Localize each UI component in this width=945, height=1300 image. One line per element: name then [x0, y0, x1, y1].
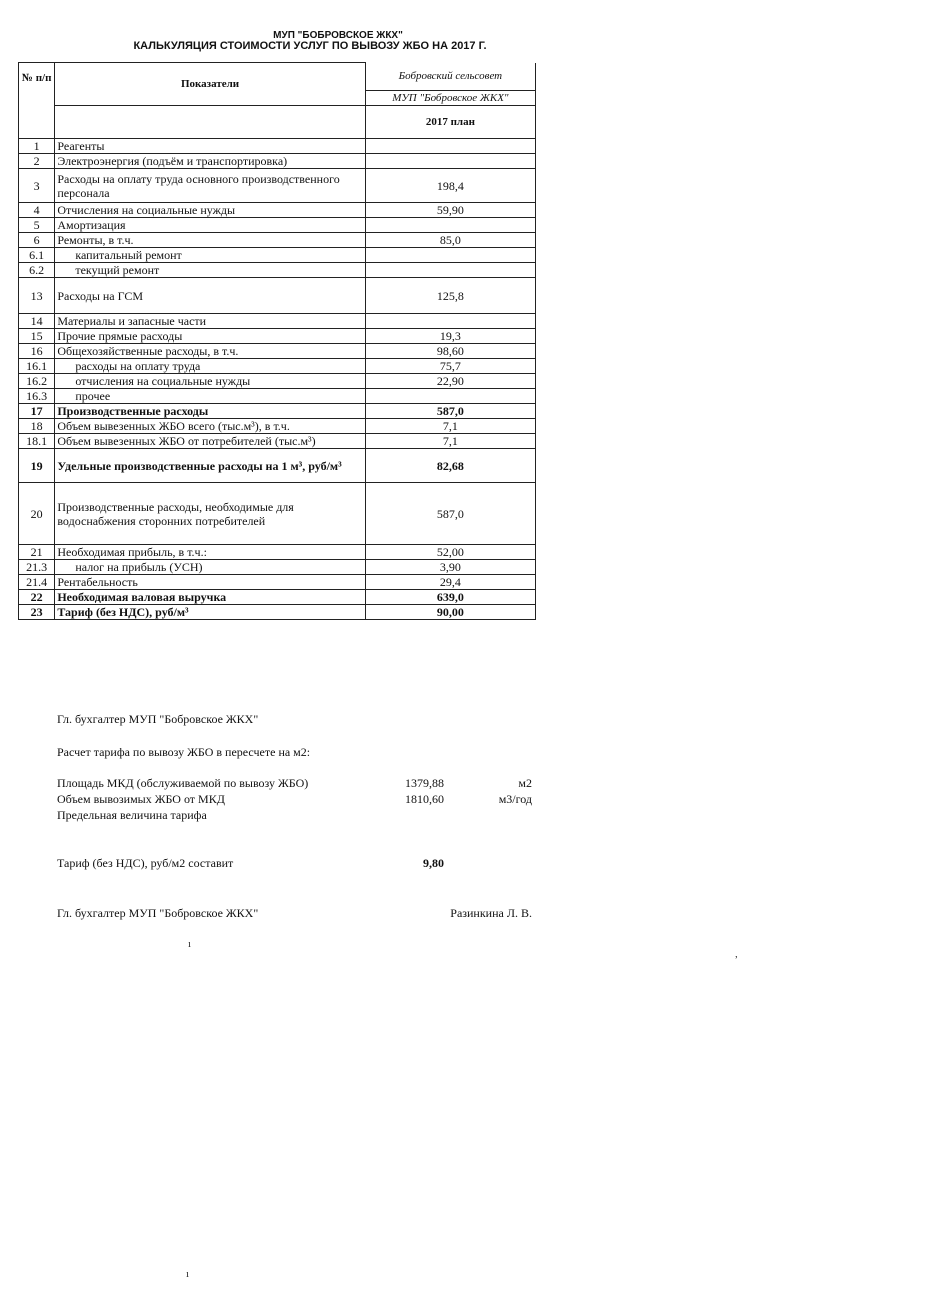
- row-value: 82,68: [365, 449, 535, 483]
- row-number: 18.1: [19, 434, 55, 449]
- row-indicator: Объем вывезенных ЖБО всего (тыс.м³), в т.ч.: [55, 419, 365, 434]
- row-value: 75,7: [365, 359, 535, 374]
- row-number: 21.4: [19, 575, 55, 590]
- row-indicator: капитальный ремонт: [55, 248, 365, 263]
- row-value: 98,60: [365, 344, 535, 359]
- row-number: 21: [19, 545, 55, 560]
- row-number: 16: [19, 344, 55, 359]
- row-value: 7,1: [365, 419, 535, 434]
- row-number: 22: [19, 590, 55, 605]
- col-region-header: Бобровский сельсовет: [365, 63, 535, 91]
- row-number: 3: [19, 169, 55, 203]
- signature-label: Гл. бухгалтер МУП "Бобровское ЖКХ": [57, 906, 259, 920]
- col-num-header: № п/п: [19, 63, 55, 139]
- row-value: 3,90: [365, 560, 535, 575]
- limit-label: Предельная величина тарифа: [57, 808, 207, 822]
- row-value: 29,4: [365, 575, 535, 590]
- col-plan-header: 2017 план: [365, 106, 535, 139]
- table-row: [19, 359, 536, 374]
- row-value: 22,90: [365, 374, 535, 389]
- row-indicator: Материалы и запасные части: [55, 314, 365, 329]
- table-row: [19, 483, 536, 545]
- row-number: 6.2: [19, 263, 55, 278]
- tariff-value: 9,80: [423, 856, 444, 870]
- row-indicator: расходы на оплату труда: [55, 359, 365, 374]
- col-indicators-header: Показатели: [55, 63, 365, 106]
- row-number: 19: [19, 449, 55, 483]
- row-number: 17: [19, 404, 55, 419]
- row-indicator: Общехозяйственные расходы, в т.ч.: [55, 344, 365, 359]
- row-number: 13: [19, 278, 55, 314]
- row-indicator: текущий ремонт: [55, 263, 365, 278]
- row-value: [365, 263, 535, 278]
- row-value: 7,1: [365, 434, 535, 449]
- table-row: [19, 434, 536, 449]
- table-row: [19, 248, 536, 263]
- signature-name: Разинкина Л. В.: [450, 906, 532, 920]
- row-indicator: Объем вывезенных ЖБО от потребителей (тыс.м³): [55, 434, 365, 449]
- table-row: [19, 233, 536, 248]
- table-row: [19, 590, 536, 605]
- row-indicator: Ремонты, в т.ч.: [55, 233, 365, 248]
- row-number: 2: [19, 154, 55, 169]
- table-body: [19, 139, 536, 620]
- row-indicator: Электроэнергия (подъём и транспортировка): [55, 154, 365, 169]
- table-row: [19, 404, 536, 419]
- row-value: 59,90: [365, 203, 535, 218]
- row-value: 125,8: [365, 278, 535, 314]
- area-value: 1379,88: [405, 776, 444, 790]
- table-row: [19, 278, 536, 314]
- scan-mark: ,: [735, 948, 738, 960]
- row-value: 85,0: [365, 233, 535, 248]
- row-number: 16.1: [19, 359, 55, 374]
- row-indicator: налог на прибыль (УСН): [55, 560, 365, 575]
- row-number: 21.3: [19, 560, 55, 575]
- volume-value: 1810,60: [405, 792, 444, 806]
- row-indicator: отчисления на социальные нужды: [55, 374, 365, 389]
- document-title: КАЛЬКУЛЯЦИЯ СТОИМОСТИ УСЛУГ ПО ВЫВОЗУ ЖБО НА 2017 Г.: [133, 40, 487, 52]
- scan-mark: ı: [188, 938, 192, 950]
- row-indicator: Необходимая прибыль, в т.ч.:: [55, 545, 365, 560]
- table-row: [19, 605, 536, 620]
- table-row: [19, 545, 536, 560]
- table-row: [19, 344, 536, 359]
- row-value: 587,0: [365, 404, 535, 419]
- row-value: [365, 248, 535, 263]
- row-indicator: Реагенты: [55, 139, 365, 154]
- row-number: 15: [19, 329, 55, 344]
- table-row: [19, 575, 536, 590]
- row-value: 587,0: [365, 483, 535, 545]
- table-row: [19, 139, 536, 154]
- row-indicator: Необходимая валовая выручка: [55, 590, 365, 605]
- row-indicator: Прочие прямые расходы: [55, 329, 365, 344]
- col-org-header: МУП "Бобровское ЖКХ": [365, 91, 535, 106]
- row-number: 14: [19, 314, 55, 329]
- table-row: [19, 203, 536, 218]
- row-number: 20: [19, 483, 55, 545]
- accountant-line: Гл. бухгалтер МУП "Бобровское ЖКХ": [57, 712, 259, 726]
- row-indicator: Амортизация: [55, 218, 365, 233]
- row-value: 90,00: [365, 605, 535, 620]
- calculation-table: [18, 62, 536, 620]
- table-row: [19, 169, 536, 203]
- row-indicator: Расходы на ГСМ: [55, 278, 365, 314]
- scan-mark: ı: [186, 1268, 190, 1280]
- row-value: [365, 218, 535, 233]
- row-indicator: Рентабельность: [55, 575, 365, 590]
- table-row: [19, 329, 536, 344]
- row-number: 4: [19, 203, 55, 218]
- row-value: 52,00: [365, 545, 535, 560]
- row-value: [365, 389, 535, 404]
- table-row: [19, 154, 536, 169]
- row-number: 23: [19, 605, 55, 620]
- row-value: [365, 314, 535, 329]
- row-indicator: Тариф (без НДС), руб/м³: [55, 605, 365, 620]
- volume-label: Объем вывозимых ЖБО от МКД: [57, 792, 225, 806]
- row-indicator: Производственные расходы, необходимые для водоснабжения сторонних потребителей: [55, 483, 365, 545]
- table-row: [19, 389, 536, 404]
- row-value: 639,0: [365, 590, 535, 605]
- row-number: 16.2: [19, 374, 55, 389]
- calc-title: Расчет тарифа по вывозу ЖБО в пересчете на м2:: [57, 745, 311, 759]
- row-indicator: Расходы на оплату труда основного производственного персонала: [55, 169, 365, 203]
- row-value: [365, 139, 535, 154]
- row-indicator: Производственные расходы: [55, 404, 365, 419]
- row-value: 19,3: [365, 329, 535, 344]
- volume-unit: м3/год: [498, 792, 532, 806]
- table-row: [19, 419, 536, 434]
- table-row: [19, 314, 536, 329]
- row-value: 198,4: [365, 169, 535, 203]
- row-indicator: прочее: [55, 389, 365, 404]
- table-row: [19, 560, 536, 575]
- row-number: 6.1: [19, 248, 55, 263]
- org-name: МУП "БОБРОВСКОЕ ЖКХ": [273, 30, 403, 41]
- table-row: [19, 218, 536, 233]
- area-label: Площадь МКД (обслуживаемой по вывозу ЖБО): [57, 776, 309, 790]
- table-row: [19, 449, 536, 483]
- row-indicator: Удельные производственные расходы на 1 м³, руб/м³: [55, 449, 365, 483]
- table-row: [19, 374, 536, 389]
- row-number: 5: [19, 218, 55, 233]
- row-value: [365, 154, 535, 169]
- row-number: 18: [19, 419, 55, 434]
- row-number: 6: [19, 233, 55, 248]
- row-number: 16.3: [19, 389, 55, 404]
- row-indicator: Отчисления на социальные нужды: [55, 203, 365, 218]
- row-number: 1: [19, 139, 55, 154]
- tariff-label: Тариф (без НДС), руб/м2 составит: [57, 856, 234, 870]
- area-unit: м2: [518, 776, 532, 790]
- table-row: [19, 263, 536, 278]
